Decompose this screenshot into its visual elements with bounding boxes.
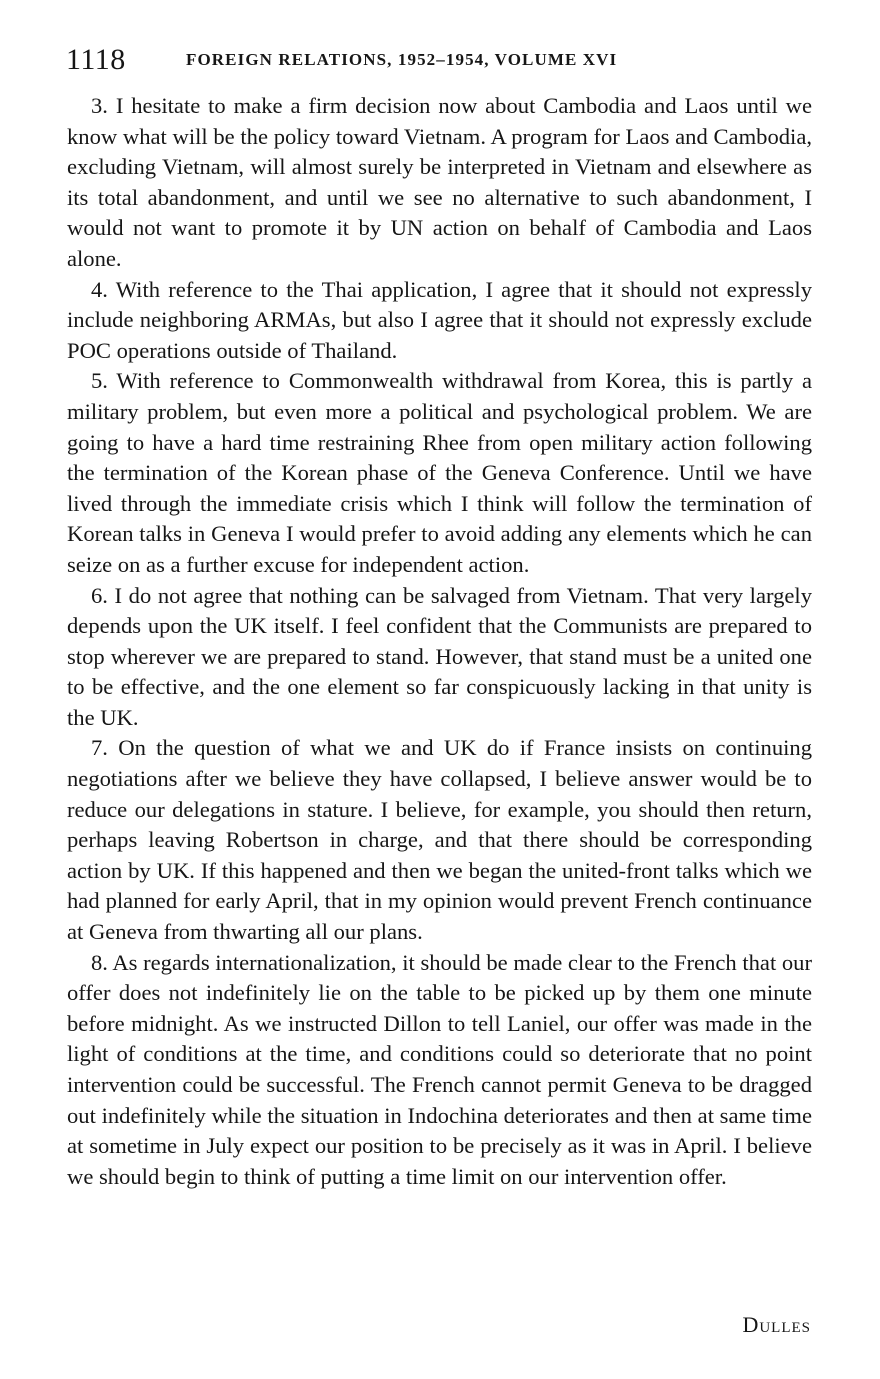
paragraph-4: 4. With reference to the Thai application, I agree that it should not expressly include neighboring ARMAs, but also I agree that it should not expressly exclude POC operations outside of Thailand. [67, 276, 812, 363]
signature: Dulles [742, 1312, 811, 1337]
paragraph-3: 3. I hesitate to make a firm decision now about Cambodia and Laos until we know what will be the policy toward Vietnam. A program for Laos and Cambodia, excluding Vietnam, will almost surely be interpreted in Vietnam and elsewhere as its total abandonment, and until we see no alternative to such abandonment, I would not want to promote it by UN action on behalf of Cambodia and Laos alone. [67, 93, 812, 271]
running-head [66, 40, 826, 80]
paragraph-5: 5. With reference to Commonwealth withdrawal from Korea, this is partly a military problem, but even more a political and psychological problem. We are going to have a hard time restraining Rhee from open military action following the termination of the Korean phase of the Geneva Conference. Until we have lived through the immediate crisis which I think will follow the termination of Korean talks in Geneva I would prefer to avoid adding any elements which he can seize on as a further excuse for independent action. [67, 368, 812, 577]
paragraph-6: 6. I do not agree that nothing can be salvaged from Vietnam. That very largely depends upon the UK itself. I feel confident that the Communists are prepared to stop wherever we are prepared to stand. However, that stand must be a united one to be effective, and the one element so far conspicuously lacking in that unity is the UK. [67, 582, 812, 730]
running-head-title: FOREIGN RELATIONS, 1952–1954, VOLUME XVI [186, 50, 618, 69]
paragraph-8: 8. As regards internationalization, it should be made clear to the French that our offer does not indefinitely lie on the table to be picked up by them one minute before midnight. As we instructed Dillon to tell Laniel, our offer was made in the light of conditions at the time, and conditions could so deteriorate that no point intervention could be successful. The French cannot permit Geneva to be dragged out indefinitely while the situation in Indochina deteriorates and then at same time at sometime in July expect our position to be precisely as it was in April. I believe we should begin to think of putting a time limit on our intervention offer. [67, 949, 812, 1189]
paragraph-7: 7. On the question of what we and UK do if France insists on continuing negotiations after we believe they have collapsed, I believe answer would be to reduce our delegations in stature. I believe, for example, you should then return, perhaps leaving Robertson in charge, and that there should be corresponding action by UK. If this happened and then we began the united-front talks which we had planned for early April, that in my opinion would prevent French continuance at Geneva from thwarting all our plans. [67, 735, 812, 945]
page-number: 1118 [66, 43, 126, 76]
document-body [67, 91, 812, 1192]
